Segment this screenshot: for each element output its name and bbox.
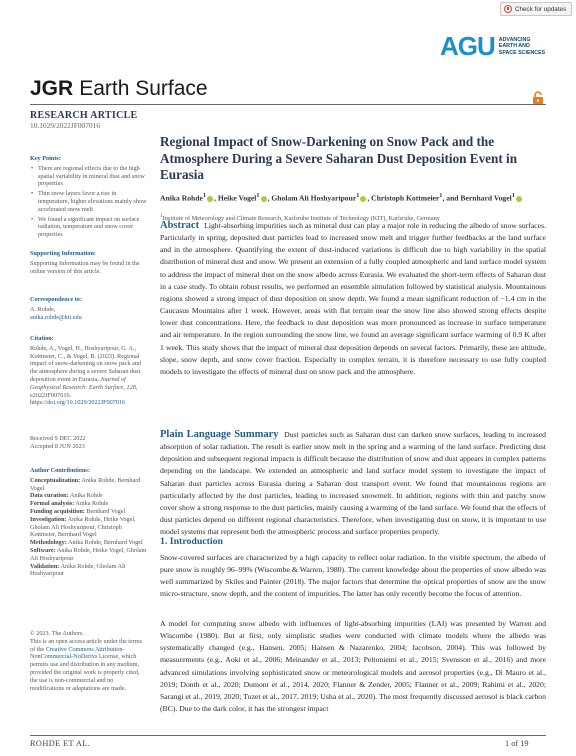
journal-name	[30, 77, 208, 101]
supporting-information	[30, 250, 148, 275]
section-heading: 1. Introduction	[160, 536, 223, 547]
sidebar	[30, 110, 148, 692]
key-points-list	[30, 165, 148, 239]
author-name[interactable]: Anika Rohde	[160, 193, 203, 203]
agu-tagline	[499, 37, 545, 56]
abstract	[160, 220, 546, 378]
journal-name-rest: Earth Surface	[79, 77, 208, 100]
abstract-label: Abstract	[160, 220, 200, 231]
contribution-item: Funding acquisition: Bernhard Vogel	[30, 507, 126, 515]
license-link[interactable]: Creative Commons Attribution-NonCommercial-NoDerivs	[30, 645, 125, 661]
contribution-item: Validation: Anika Rohde, Gholam Ali Hoshyaripour	[30, 562, 126, 578]
plain-language-summary-label: Plain Language Summary	[160, 429, 279, 440]
plain-language-summary	[160, 429, 546, 538]
running-head: ROHDE ET AL.	[30, 739, 91, 748]
agu-logo-mark: AGU	[440, 31, 495, 61]
introduction-paragraph: A model for computing snow albedo with influences of light-absorbing impurities (LAI) was presented by Warren and Wiscombe (1980). But at first, only simplistic studies were conducted with climate models where the albedo was systematically changed (e.g., Hansen, 2005; Hansen & Nazarenko, 2004; Jacobson, 2004). This was followed by measurements (e.g., Aoki et al., 2006; Meinander et al., 2013; Peltoniemi et al., 2015; Svensson et al., 2016) and more advanced simulations involving sophisticated snow or meteorological models and aerosol properties (e.g., Di Mauro et al., 2019; Donth et al., 2020; Dumont et al., 2014, 2020; Flanner & Zender, 2005; Flanner et al., 2009; Rahimi et al., 2020; Sarangi et al., 2019, 2020; Tuzet et al., 2017, 2019; Usha et al., 2020). The most frequently discussed aerosol is black carbon (BC). Due to the dark color, it has the strongest impact	[160, 619, 546, 714]
copyright: © 2023. The Authors.	[30, 630, 84, 637]
update-icon	[504, 5, 512, 13]
agu-tagline-line: ADVANCING	[498, 36, 531, 43]
key-points	[30, 155, 148, 241]
citation-body	[30, 345, 148, 407]
contribution-item: Software: Anika Rohde, Heike Vogel, Gholam Ali Hoshyaripour	[30, 546, 147, 562]
author-name[interactable]: Heike Vogel	[217, 193, 257, 203]
citation-text: Rohde, A., Vogel, H., Hoshyaripour, G. A., Kottmeier, C., & Vogel, B. (2023). Regional impact of snow-darkening on snow pack and the atmosphere during a severe Saharan dust deposition event in Eurasia.	[30, 344, 142, 383]
author-name[interactable]: Bernhard Vogel	[460, 193, 512, 203]
header-rule	[30, 104, 546, 105]
citation-doi-link[interactable]: https://doi.org/10.1029/2022JF007016	[30, 399, 126, 407]
article-type: RESEARCH ARTICLE	[30, 110, 138, 121]
open-access-lock-icon	[531, 91, 545, 105]
article-doi: 10.1029/2022JF007016	[30, 120, 101, 130]
orcid-icon[interactable]	[207, 196, 213, 202]
contribution-item: Formal analysis: Anika Rohde	[30, 500, 109, 508]
author-list: Anika Rohde$^1$ , Heike Vogel$^1$ , Gholam Ali Hoshyaripour$^1$ , Christoph Kottmeier$^1$, and Bernhard Vogel$^1$	[160, 190, 546, 204]
citation-journal: Journal of Geophysical Research: Earth Surface, 128,	[30, 375, 138, 391]
contribution-item: Methodology: Anika Rohde, Bernhard Vogel	[30, 539, 143, 547]
contribution-item: Data curation: Anika Rohde	[30, 492, 103, 500]
dates	[30, 435, 148, 451]
author-contributions	[30, 467, 148, 578]
received-date: Received 9 DEC 2022	[30, 435, 86, 442]
introduction-paragraph: Snow-covered surfaces are characterized by a high capacity to reflect solar radiation. In the visible spectrum, the albedo of pure snow is roughly 96–99% (Wiscombe & Warren, 1980). The current knowledge about the properties of snow albedo was well summarized by Skiles and Painter (2018). The major factors that determine the optical properties of snow are the snow micro-structure, snow depth, and the content of impurities. The latter has only recently become the focus of attention.	[160, 553, 546, 599]
orcid-icon[interactable]	[516, 196, 522, 202]
contribution-item: Conceptualization: Anika Rohde, Bernhard Vogel	[30, 476, 141, 492]
license-text-pre: This is an open access article under the terms of the	[30, 637, 143, 653]
agu-logo	[440, 31, 545, 62]
contribution-item: Investigation: Anika Rohde, Heike Vogel, Gholam Ali Hoshyaripour, Christoph Kottmeier, Bernhard Vogel	[30, 515, 136, 539]
correspondence	[30, 296, 148, 321]
correspondence-title: Correspondence to:	[30, 296, 82, 303]
key-point: • We found a significant impact on surface radiation, temperature and snow cover properties	[30, 216, 148, 239]
citation-id: e2022JF007016.	[30, 391, 72, 399]
correspondence-email-link[interactable]: anika.rohde@kit.edu	[30, 313, 82, 321]
author-name[interactable]: Christoph Kottmeier	[371, 193, 440, 203]
journal-name-abbrev: JGR	[30, 77, 74, 100]
check-for-updates-label: Check for updates	[515, 5, 567, 13]
footer-rule	[30, 735, 546, 736]
supporting-information-title: Supporting Information:	[30, 250, 96, 257]
citation	[30, 335, 148, 407]
agu-tagline-line: SPACE SCIENCES	[498, 49, 546, 56]
key-point: • There are regional effects due to the high spatial variability in mineral dust and snow properties	[30, 165, 148, 188]
accepted-date: Accepted 8 JUN 2023	[30, 442, 85, 450]
check-for-updates-button[interactable]	[500, 2, 572, 16]
page-number: 1 of 19	[505, 739, 529, 748]
license	[30, 630, 148, 692]
abstract-text: Light-absorbing impurities such as mineral dust can play a major role in reducing the albedo of snow surfaces. Particularly in spring, deposited dust particles lead to increased snow melt and trigger further feedbacks at the land surface and in the atmosphere. Quantifying the extent of dust-induced variations is difficult due to high variability in the spatial distribution of mineral dust and snow. We present an extension of a fully coupled atmospheric and land surface model system to address the impact of mineral dust on the snow albedo across Eurasia. We evaluated the short-term effects of Saharan dust in a case study. To obtain robust results, we performed an ensemble simulation followed by statistical analysis. Mountainous regions showed a strong impact of dust deposition on snow depth. We found a mean significant reduction of −1.4 cm in the Caucasus Mountains after 1 week. However, areas with flat terrain near the snow line also showed strong effects despite lower dust concentrations. Here, the feedback to dust deposition was more pronounced as increase in surface temperature and air temperature. In the region surrounding the snow line, we found an average significant surface warming of 0.9 K after 1 week. This study shows that the impact of mineral dust deposition depends on several factors. Primarily, these are altitude, slope, snow depth, and snow cover fraction. Especially in complex terrain, it is therefore necessary to use fully coupled models to investigate the effects of mineral dust on snow pack and the atmosphere.	[160, 221, 546, 376]
orcid-icon[interactable]	[261, 196, 267, 202]
plain-language-summary-text: Dust particles such as Saharan dust can darken snow surfaces, leading to increased absorption of solar radiation. The result is earlier snow melt in the spring and a warming of the land surface. Predicting dust deposition and subsequent regional impacts is difficult because the distribution of snow and dust appears in complex patterns depending on the landscape. We extended an atmospheric and land surface model system to investigate the impact of Saharan dust particles across Eurasia during a Saharan dust transport event. We found that mountainous regions are particularly affected by the dust particles, leading to increased snowmelt. In addition, regions with thin and patchy snow cover show a strong response to the dust particles, mainly causing a warming of the land surface. We found that the effects of dust particles depend on different regional characteristics. Therefore, when investigating dust on snow, it is important to use model systems that represent both the atmospheric process and surface properties properly.	[160, 430, 547, 537]
article-title: Regional Impact of Snow-Darkening on Snow Pack and the Atmosphere During a Severe Saharan Dust Deposition Event in Eurasia	[160, 134, 518, 183]
key-point: • Thin snow layers favor a rise in temperature, higher elevations mainly show accelerated snow melt	[30, 190, 148, 213]
author-contributions-title: Author Contributions:	[30, 467, 90, 474]
affiliation: $^1$Institute of Meteorology and Climate Research, Karlsruhe Institute of Technology (KIT), Karlsruhe, Germany	[160, 213, 440, 223]
agu-tagline-line: EARTH AND	[498, 43, 530, 50]
supporting-information-text: Supporting Information may be found in the online version of this article.	[30, 259, 140, 275]
author-name[interactable]: Gholam Ali Hoshyaripour	[271, 193, 357, 203]
correspondence-name: A. Rohde,	[30, 305, 56, 313]
citation-title: Citation:	[30, 335, 54, 342]
orcid-icon[interactable]	[360, 196, 366, 202]
license-text-post: License, which permits use and distribution in any medium, provided the original work is properly cited, the use is non-commercial and no modifications or adaptations are made.	[30, 653, 140, 692]
key-points-title: Key Points:	[30, 155, 61, 162]
